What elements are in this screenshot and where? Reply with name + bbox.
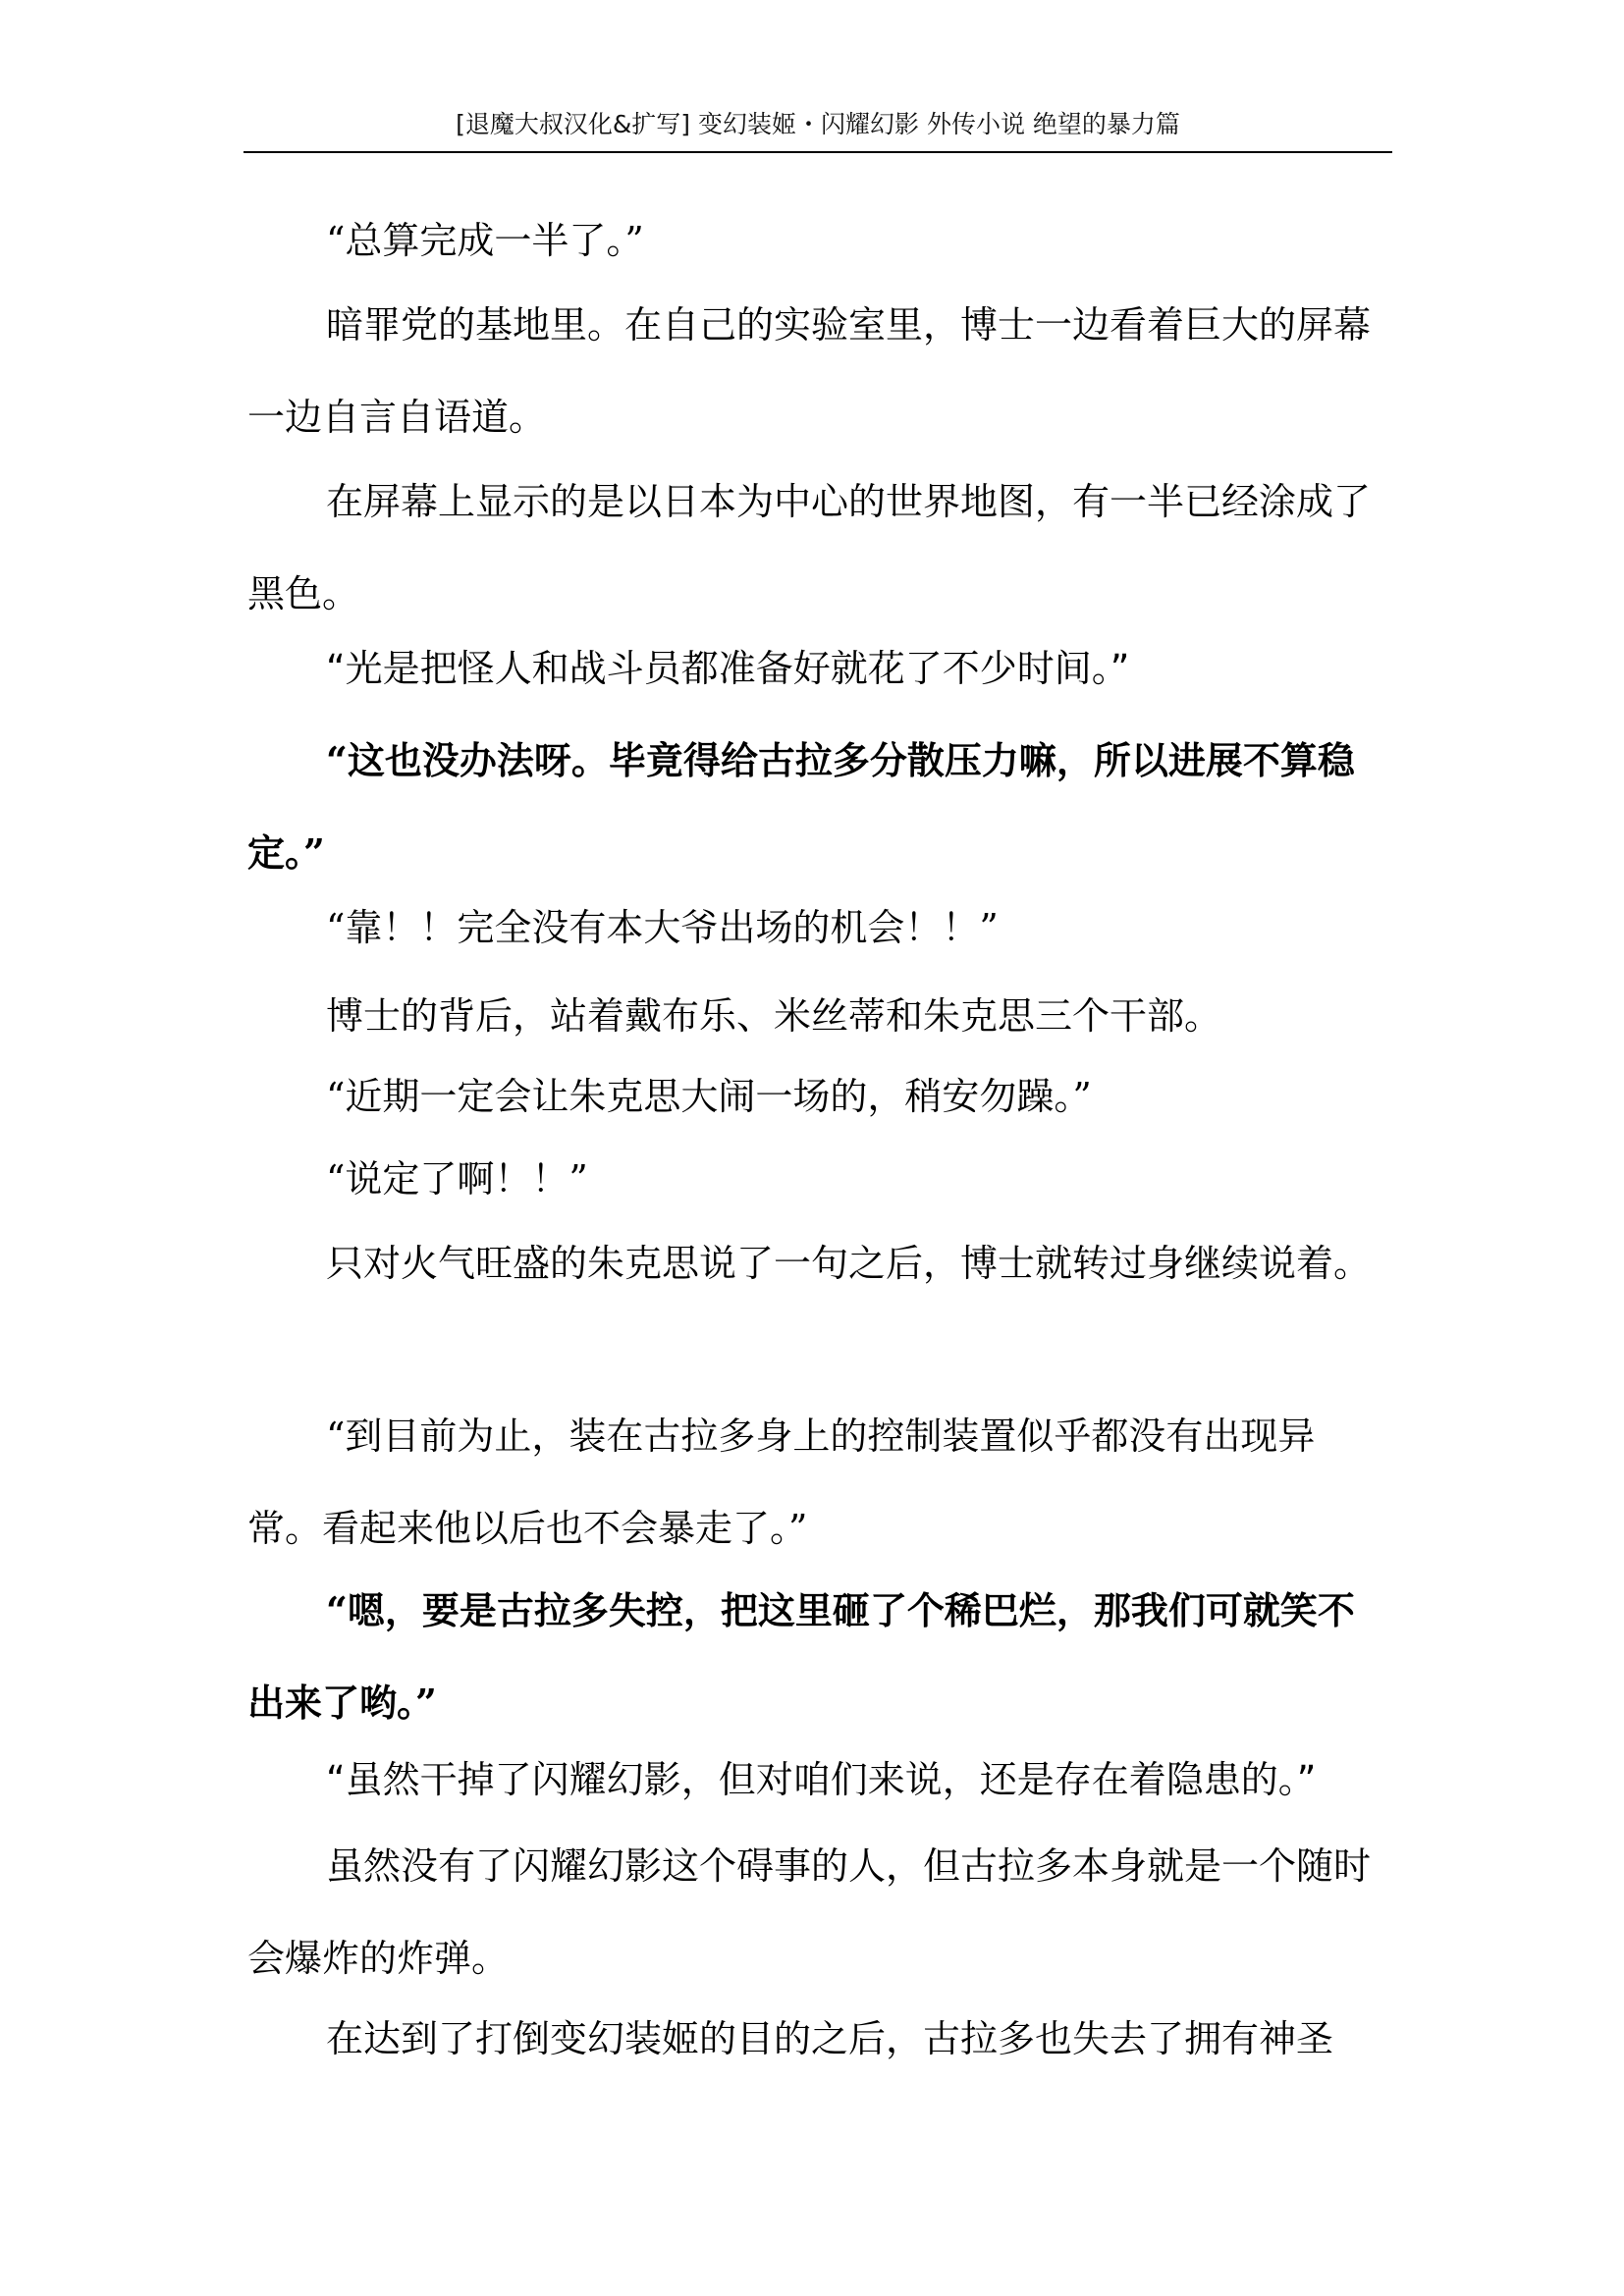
paragraph-2: 暗罪党的基地里。在自己的实验室里，博士一边看着巨大的屏幕一边自言自语道。 <box>247 303 1372 439</box>
paragraph-8: “近期一定会让朱克思大闹一场的，稍安勿躁。” <box>326 1075 1092 1118</box>
paragraph-5: “这也没办法呀。毕竟得给古拉多分散压力嘛，所以进展不算稳定。” <box>247 738 1355 875</box>
paragraph-7: 博士的背后，站着戴布乐、米丝蒂和朱克思三个干部。 <box>326 994 1222 1038</box>
paragraph-1: “总算完成一半了。” <box>326 219 644 262</box>
paragraph-13: “虽然干掉了闪耀幻影，但对咱们来说，还是存在着隐患的。” <box>326 1758 1317 1801</box>
paragraph-15: 在达到了打倒变幻装姬的目的之后，古拉多也失去了拥有神圣 <box>326 2017 1334 2060</box>
paragraph-14: 虽然没有了闪耀幻影这个碍事的人，但古拉多本身就是一个随时会爆炸的炸弹。 <box>247 1844 1372 1980</box>
paragraph-9: “说定了啊！！” <box>326 1157 588 1201</box>
paragraph-12: “嗯，要是古拉多失控，把这里砸了个稀巴烂，那我们可就笑不出来了哟。” <box>247 1588 1355 1725</box>
paragraph-3: 在屏幕上显示的是以日本为中心的世界地图，有一半已经涂成了黑色。 <box>247 480 1372 615</box>
paragraph-11: “到目前为止，装在古拉多身上的控制装置似乎都没有出现异常。看起来他以后也不会暴走了。” <box>247 1415 1316 1550</box>
paragraph-4: “光是把怪人和战斗员都准备好就花了不少时间。” <box>326 647 1130 690</box>
paragraph-6: “靠！！完全没有本大爷出场的机会！！” <box>326 906 999 949</box>
paragraph-10: 只对火气旺盛的朱克思说了一句之后，博士就转过身继续说着。 <box>326 1242 1372 1285</box>
header-rule <box>244 151 1392 153</box>
page-header: [退魔大叔汉化&扩写] 变幻装姬・闪耀幻影 外传小说 绝望的暴力篇 <box>456 110 1180 138</box>
